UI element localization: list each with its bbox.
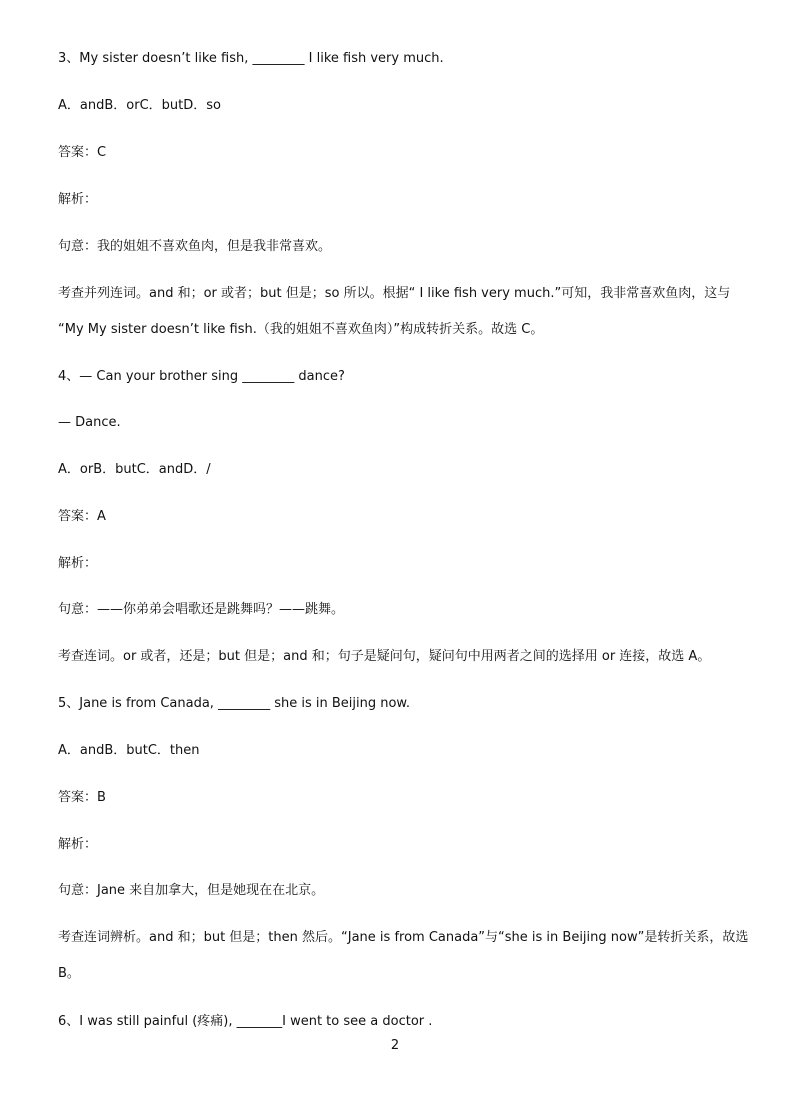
question-3-analysis-label: 解析： <box>58 192 98 207</box>
question-4-meaning: 句意：——你弟弟会唱歌还是跳舞吗？——跳舞。 <box>58 602 345 617</box>
question-4-answer: 答案：A <box>58 509 106 524</box>
question-5-meaning: 句意：Jane 来自加拿大，但是她现在在北京。 <box>58 883 325 898</box>
question-3-explanation-line-2: “My My sister doesn’t like fish.（我的姐姐不喜欢鱼肉）”构成转折关系。故选 C。 <box>58 322 544 337</box>
question-4-reply: — Dance. <box>58 415 121 430</box>
question-5-explanation-line-2: B。 <box>58 966 80 981</box>
question-4-options: A．orB．butC．andD．/ <box>58 462 211 477</box>
question-3-answer: 答案：C <box>58 145 107 160</box>
question-5-analysis-label: 解析： <box>58 837 98 852</box>
question-5-answer: 答案：B <box>58 790 106 805</box>
page-number: 2 <box>390 1038 400 1053</box>
question-4-analysis-label: 解析： <box>58 556 98 571</box>
question-6-text: 6、I was still painful (疼痛), _______I went to see a doctor . <box>58 1014 433 1029</box>
question-3-text: 3、My sister doesn’t like fish, ________ I like fish very much. <box>58 51 444 66</box>
question-3-options: A．andB．orC．butD．so <box>58 98 221 113</box>
question-4-text: 4、— Can your brother sing ________ dance? <box>58 369 345 384</box>
question-5-text: 5、Jane is from Canada, ________ she is in Beijing now. <box>58 696 410 711</box>
question-3-explanation-line-1: 考查并列连词。and 和；or 或者；but 但是；so 所以。根据“ I like fish very much.”可知，我非常喜欢鱼肉，这与 <box>58 286 731 301</box>
question-5-options: A．andB．butC．then <box>58 743 200 758</box>
question-4-explanation: 考查连词。or 或者，还是；but 但是；and 和；句子是疑问句，疑问句中用两者之间的选择用 or 连接，故选 A。 <box>58 649 711 664</box>
question-3-meaning: 句意：我的姐姐不喜欢鱼肉，但是我非常喜欢。 <box>58 239 332 254</box>
question-5-explanation-line-1: 考查连词辨析。and 和；but 但是；then 然后。“Jane is from Canada”与“she is in Beijing now”是转折关系，故选 <box>58 930 749 945</box>
